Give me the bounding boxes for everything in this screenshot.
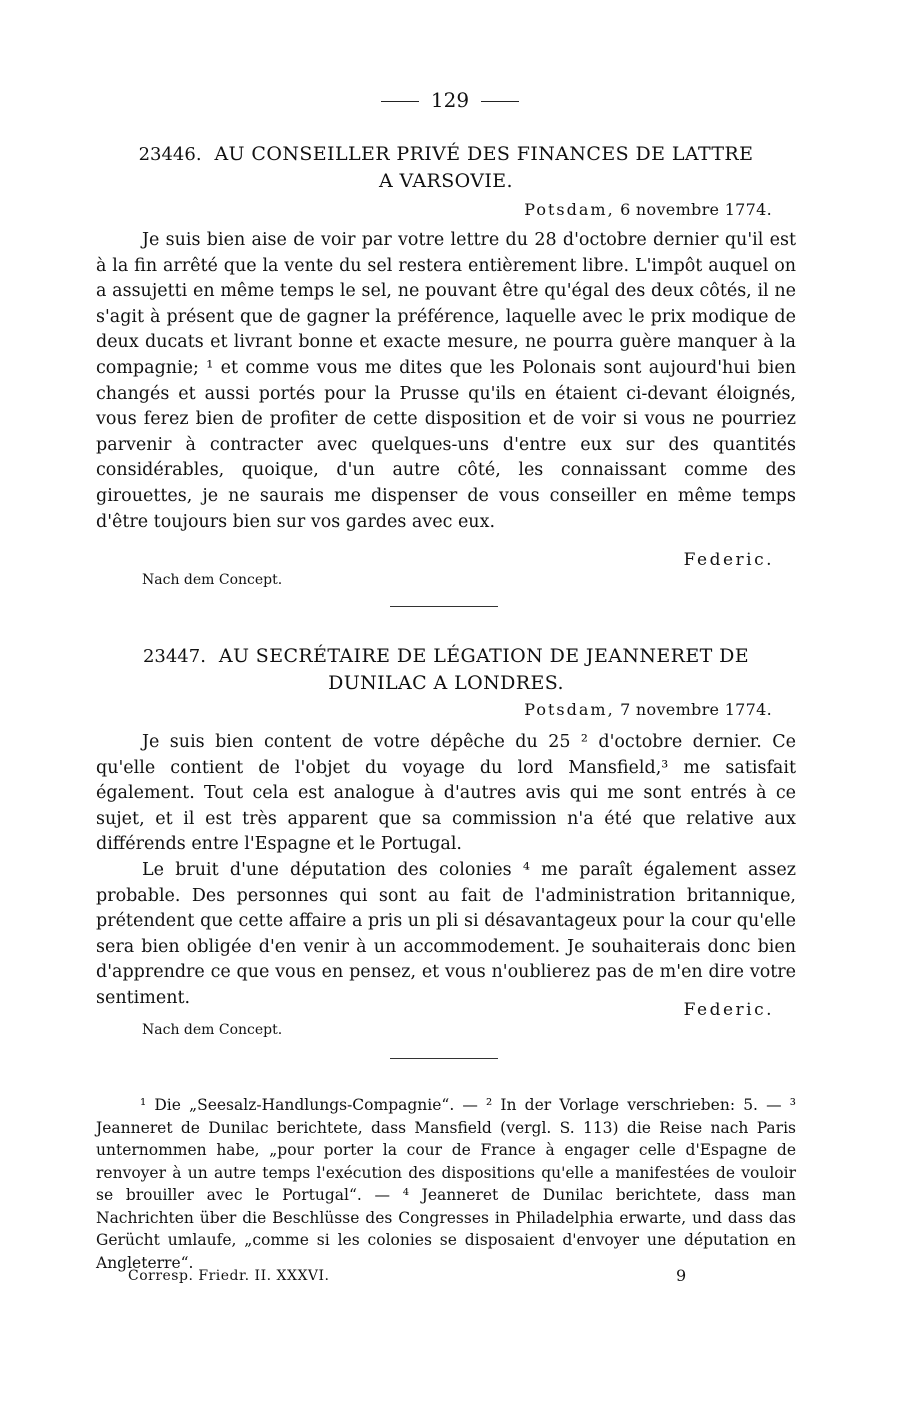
section-divider [390, 606, 498, 607]
dateline [524, 200, 772, 219]
footer-signature: Corresp. Friedr. II. XXXVI. [128, 1268, 330, 1284]
page-number: 129 [430, 88, 470, 112]
dateline-place: Potsdam, [524, 700, 615, 719]
signature: Federic. [683, 550, 774, 570]
page-header [0, 88, 900, 112]
letter-heading-line1 [96, 643, 796, 670]
letter-number: 23446. [138, 144, 202, 165]
letter-body [96, 730, 796, 1012]
letter-title: AU CONSEILLER PRIVÉ DES FINANCES DE LATTRE [214, 143, 754, 165]
source-note: Nach dem Concept. [142, 572, 283, 588]
dateline-date: 7 novembre 1774. [620, 700, 772, 719]
dateline-place: Potsdam, [524, 200, 615, 219]
paragraph: Je suis bien aise de voir par votre lettre du 28 d'octobre dernier qu'il est à la fin arrêté que la vente du sel restera entièrement libre. L'impôt auquel on a assujetti en même temps le sel, ne pouvant être qu'égal des deux côtés, il ne s'agit à présent que de gagner la préférence, laquelle avec le prix modique de deux ducats et livrant bonne et exacte mesure, ne pourra guère manquer à la compagnie; ¹ et comme vous me dites que les Polonais sont aujourd'hui bien changés et aussi portés pour la Prusse qu'ils en étaient ci-devant éloignés, vous ferez bien de profiter de cette disposition et de voir si vous ne pourriez parvenir à contracter avec quelques-uns d'entre eux sur des quantités considérables, quoique, d'un autre côté, les connaissant comme des girouettes, je ne saurais me dispenser de vous conseiller en même temps d'être toujours bien sur vos gardes avec eux. [96, 230, 796, 532]
section-divider [390, 1058, 498, 1059]
letter-heading-line1 [96, 141, 796, 168]
letter-title-line2: DUNILAC A LONDRES. [328, 672, 564, 694]
letter-title: AU SECRÉTAIRE DE LÉGATION DE JEANNERET DE [218, 645, 750, 667]
footnotes: ¹ Die „Seesalz-Handlungs-Compagnie“. — ² In der Vorlage verschrieben: 5. — ³ Jeanneret de Dunilac berichtete, dass Mansfield (vergl. S. 113) die Reise nach Paris unternommen habe, „pour porter la cour de France à engager celle d'Espagne de renvoyer à un autre temps l'exécution des dispositions qu'elle a manifestées de vouloir se brouiller avec le Portugal“. — ⁴ Jeanneret de Dunilac berichtete, dass man Nachrichten über die Beschlüsse des Congresses in Philadelphia erwarte, und dass das Gerücht umlaufe, „comme si les colonies se disposaient d'envoyer une députation en Angleterre“. [96, 1096, 796, 1272]
letter-body [96, 228, 796, 535]
letter-title-line2: A VARSOVIE. [378, 170, 513, 192]
paragraph: Je suis bien content de votre dépêche du 25 ² d'octobre dernier. Ce qu'elle contient de l'objet du voyage du lord Mansfield,³ me satisfait également. Tout cela est analogue à d'autres avis qui me sont entrés à ce sujet, et il est très apparent que sa commission n'a été que relative aux différends entre l'Espagne et le Portugal. [96, 732, 796, 855]
header-dash-left [381, 101, 419, 102]
footer-sheet-number: 9 [676, 1266, 687, 1285]
letter-number: 23447. [142, 646, 206, 667]
source-note: Nach dem Concept. [142, 1022, 283, 1038]
signature: Federic. [683, 1000, 774, 1020]
header-dash-right [481, 101, 519, 102]
letter-heading [96, 643, 796, 697]
letter-heading [96, 141, 796, 195]
dateline [524, 700, 772, 719]
paragraph: Le bruit d'une députation des colonies ⁴ me paraît également assez probable. Des personnes qui sont au fait de l'administration britannique, prétendent que cette affaire a pris un pli si désavantageux pour la cour qu'elle sera bien obligée d'en venir à un accommodement. Je souhaiterais donc bien d'apprendre ce que vous en pensez, et vous n'oublierez pas de m'en dire votre sentiment. [96, 859, 796, 1008]
dateline-date: 6 novembre 1774. [620, 200, 772, 219]
